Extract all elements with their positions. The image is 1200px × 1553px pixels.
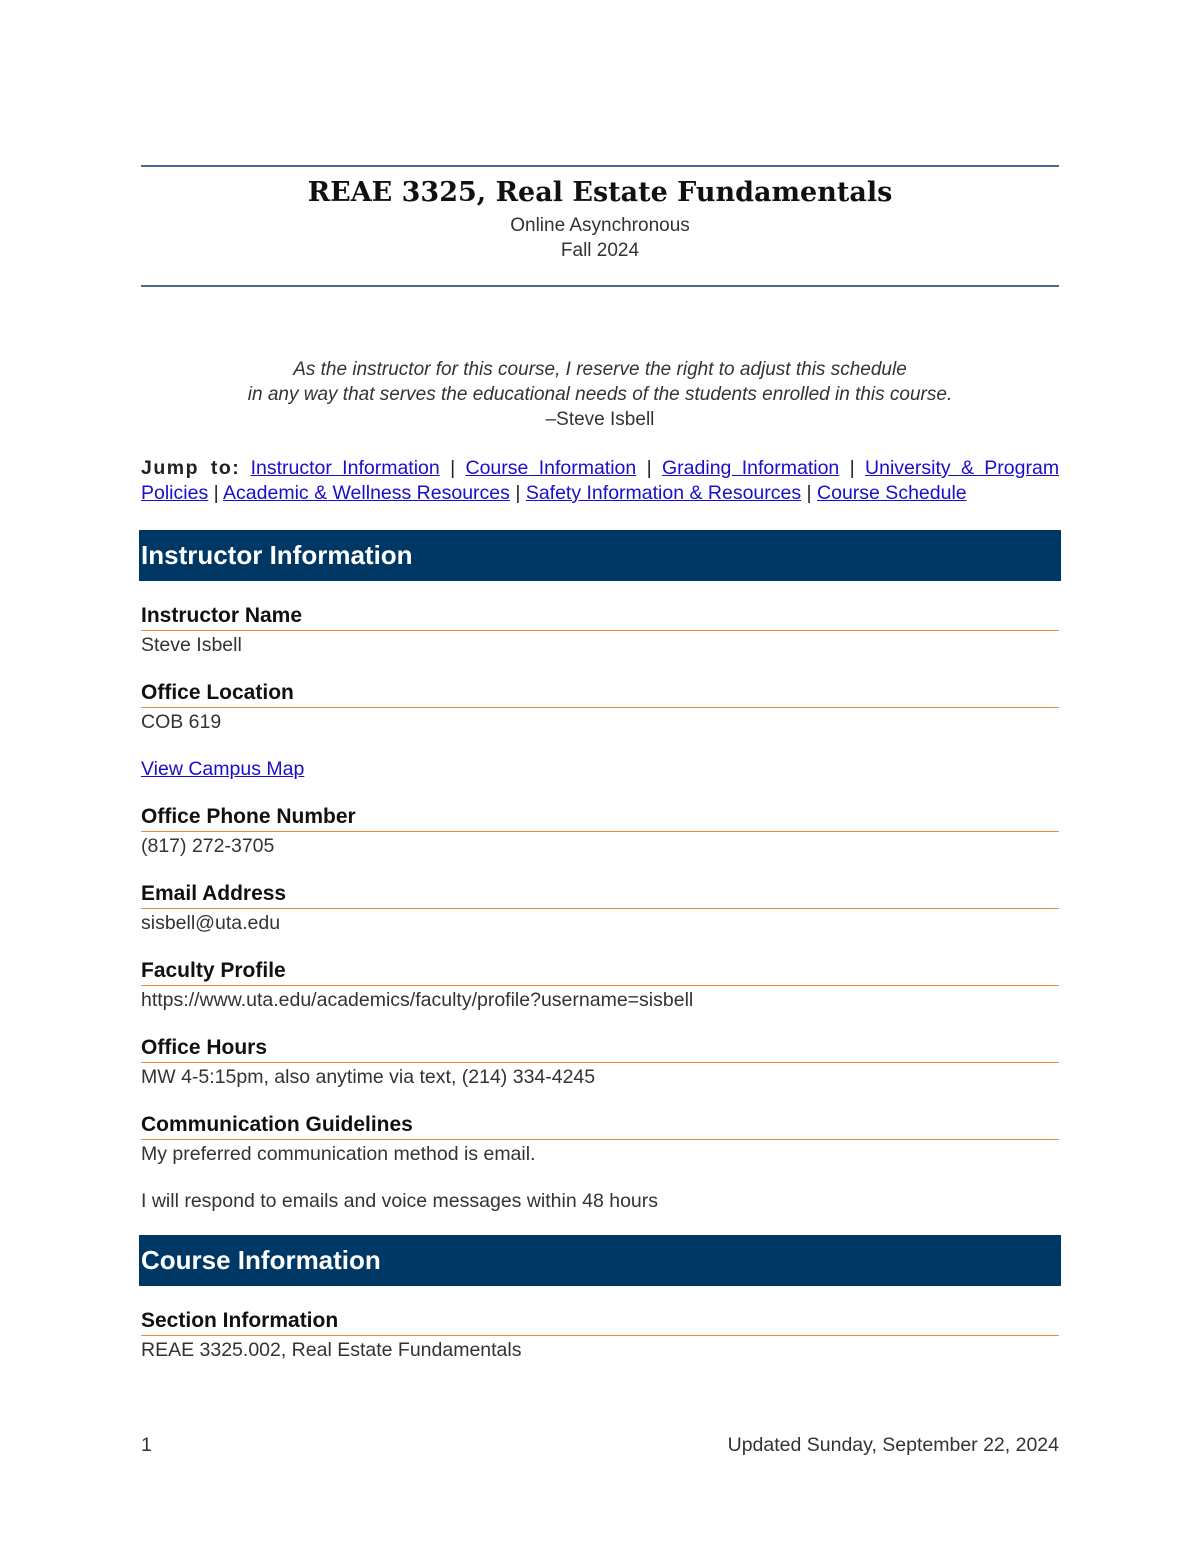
jump-link-safety-information-resources[interactable]: Safety Information & Resources (525, 482, 802, 504)
view-campus-map-link[interactable]: View Campus Map (141, 758, 305, 780)
quote-line-2: in any way that serves the educational needs of the students enrolled in this course. (247, 384, 953, 405)
jump-link-instructor-information[interactable]: Instructor Information (250, 457, 440, 479)
field-value: My preferred communication method is email. (141, 1143, 536, 1165)
field-value: https://www.uta.edu/academics/faculty/profile?username=sisbell (141, 989, 694, 1011)
jump-link-academic-wellness-resources[interactable]: Academic & Wellness Resources (223, 482, 510, 504)
jump-link-course-schedule[interactable]: Course Schedule (817, 482, 967, 504)
document-page (141, 165, 1059, 1363)
section-heading-instructor-information: Instructor Information (139, 530, 1061, 581)
jump-to-label: Jump to: (141, 457, 241, 479)
title-block (141, 167, 1059, 285)
course-format: Online Asynchronous (510, 215, 690, 236)
jump-separator: | (450, 457, 456, 479)
jump-link-university-program-policies[interactable]: University & Program Policies (141, 457, 1060, 504)
jump-separator: | (515, 482, 521, 504)
field-label: Email Address (141, 881, 1059, 909)
field-extra: I will respond to emails and voice messages within 48 hours (141, 1190, 659, 1212)
jump-link-course-information[interactable]: Course Information (465, 457, 637, 479)
field-label: Instructor Name (141, 603, 1059, 631)
field-email-address (141, 881, 1059, 936)
header-bottom-rule (141, 285, 1059, 287)
jump-to-nav (141, 456, 1059, 506)
field-office-location (141, 680, 1059, 782)
instructor-quote (141, 357, 1059, 432)
field-label: Office Phone Number (141, 804, 1059, 832)
page-number: 1 (141, 1434, 152, 1456)
field-value: Steve Isbell (141, 634, 242, 656)
field-label: Communication Guidelines (141, 1112, 1059, 1140)
field-faculty-profile (141, 958, 1059, 1013)
field-value: MW 4-5:15pm, also anytime via text, (214) 334-4245 (141, 1066, 596, 1088)
section-heading-course-information: Course Information (139, 1235, 1061, 1286)
jump-separator: | (849, 457, 855, 479)
quote-attribution: –Steve Isbell (545, 409, 655, 430)
jump-separator: | (646, 457, 652, 479)
quote-line-1: As the instructor for this course, I reserve the right to adjust this schedule (293, 359, 907, 380)
jump-link-grading-information[interactable]: Grading Information (662, 457, 840, 479)
updated-date: Updated Sunday, September 22, 2024 (727, 1434, 1059, 1456)
field-value: (817) 272-3705 (141, 835, 275, 857)
field-label: Office Hours (141, 1035, 1059, 1063)
field-label: Office Location (141, 680, 1059, 708)
field-instructor-name (141, 603, 1059, 658)
field-communication-guidelines (141, 1112, 1059, 1214)
field-section-information (141, 1308, 1059, 1363)
field-label: Faculty Profile (141, 958, 1059, 986)
jump-separator: | (213, 482, 219, 504)
page-footer (141, 1434, 1059, 1457)
field-label: Section Information (141, 1308, 1059, 1336)
jump-separator: | (806, 482, 812, 504)
field-value: REAE 3325.002, Real Estate Fundamentals (141, 1339, 522, 1361)
field-value: sisbell@uta.edu (141, 912, 281, 934)
field-value: COB 619 (141, 711, 222, 733)
course-title: REAE 3325, Real Estate Fundamentals (307, 177, 893, 208)
course-term: Fall 2024 (560, 240, 640, 261)
field-office-phone (141, 804, 1059, 859)
field-office-hours (141, 1035, 1059, 1090)
